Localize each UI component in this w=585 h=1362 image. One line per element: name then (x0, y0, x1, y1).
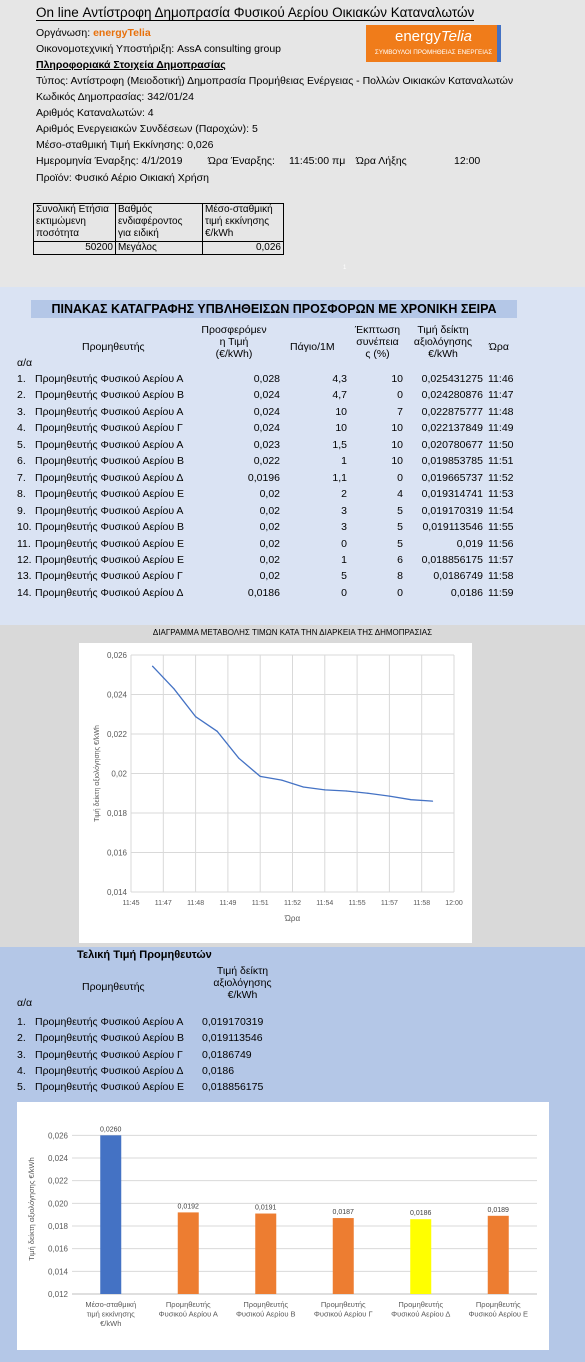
x-tick-label: 11:58 (413, 900, 431, 907)
row-discount: 0 (397, 471, 403, 484)
row-index: 0,019 (456, 537, 483, 550)
row-idx: 2. (17, 389, 26, 402)
row-time: 11:49 (488, 422, 514, 435)
x-tick-label: 11:57 (380, 900, 398, 907)
bids-section (0, 287, 585, 625)
col-header-discount: Έκπτωση συνέπεια ς (%) (354, 324, 401, 360)
line-chart-section (0, 625, 585, 947)
category-label: Προμηθευτής (475, 1300, 521, 1309)
row-index: 0,020780677 (421, 438, 483, 451)
data-point (238, 757, 239, 758)
row-price: 0,024 (253, 405, 280, 418)
col-header-time: Ώρα (489, 341, 509, 353)
row-index: 0,018856175 (421, 553, 483, 566)
row-supplier: Προμηθευτής Φυσικού Αερίου Β (35, 455, 184, 468)
row-price: 0,02 (259, 537, 280, 550)
date-line: Ημερομηνία Έναρξης: 4/1/2019 Ώρα Έναρξης: 11:45:00 πμ Ώρα Λήξης 12:00 (36, 155, 481, 167)
row-price: 0,024 (253, 389, 280, 402)
data-point (217, 731, 218, 732)
page-title: On line Αντίστροφη Δημοπρασία Φυσικού Αερίου Οικιακών Καταναλωτών (36, 5, 475, 20)
row-fee: 0 (341, 537, 347, 550)
row-idx: 13. (17, 570, 32, 583)
final-row-supplier: Προμηθευτής Φυσικού Αερίου Ε (35, 1081, 184, 1094)
organizer-name: energyTelia (93, 27, 151, 39)
data-point (303, 786, 304, 787)
bar-chart-svg (17, 1102, 549, 1350)
summary-value-interest: Μεγάλος (116, 242, 203, 255)
x-tick-label: 11:45 (122, 900, 140, 907)
row-time: 11:50 (488, 438, 514, 451)
row-idx: 11. (17, 537, 31, 550)
row-fee: 0 (341, 586, 347, 599)
row-price: 0,023 (253, 438, 280, 451)
y-tick-label: 0,018 (106, 809, 127, 818)
y-axis-label: Τιμή δείκτη αξιολόγησης €/kWh (94, 725, 101, 822)
row-supplier: Προμηθευτής Φυσικού Αερίου Γ (35, 570, 183, 583)
y-tick-label: 0,018 (47, 1222, 68, 1231)
row-idx: 8. (17, 488, 26, 501)
y-tick-label: 0,024 (106, 690, 127, 700)
row-fee: 10 (335, 405, 347, 418)
page-number: 1 (343, 265, 347, 271)
bar (410, 1219, 431, 1294)
x-tick-label: 11:54 (316, 900, 334, 907)
bar-chart (17, 1102, 549, 1350)
row-supplier: Προμηθευτής Φυσικού Αερίου Β (35, 389, 184, 402)
row-idx: 10. (17, 521, 32, 534)
row-discount: 5 (397, 504, 403, 517)
bar (333, 1218, 354, 1294)
row-index: 0,019170319 (421, 504, 483, 517)
row-discount: 5 (397, 537, 403, 550)
category-label: Προμηθευτής (243, 1300, 289, 1309)
row-index: 0,022137849 (421, 422, 483, 435)
row-idx: 3. (17, 405, 26, 418)
row-discount: 0 (397, 586, 403, 599)
col-header-idx: α/α (17, 357, 33, 369)
y-tick-label: 0,022 (106, 730, 127, 739)
final-row-index: 0,0186 (202, 1064, 235, 1077)
data-label: 0,0189 (487, 1206, 509, 1214)
line-chart-svg (79, 643, 472, 943)
row-time: 11:59 (488, 586, 514, 599)
support-line: Οικονομοτεχνική Υποστήριξη: AssA consulting group (36, 43, 282, 55)
row-supplier: Προμηθευτής Φυσικού Αερίου Α (35, 373, 184, 385)
row-time: 11:52 (488, 471, 514, 484)
row-time: 11:57 (488, 553, 514, 566)
auction-info-section (0, 0, 585, 287)
row-supplier: Προμηθευτής Φυσικού Αερίου Ε (35, 553, 184, 566)
x-tick-label: 11:49 (219, 900, 237, 907)
x-tick-label: 11:52 (284, 900, 301, 907)
bar (178, 1212, 199, 1294)
y-tick-label: 0,016 (47, 1244, 68, 1254)
category-label: Προμηθευτής (165, 1300, 211, 1309)
final-row-idx: 3. (17, 1048, 26, 1061)
col-header-index: Τιμή δείκτη αξιολόγησης €/kWh (413, 324, 473, 360)
summary-value-quantity: 50200 (34, 242, 116, 255)
data-point (260, 776, 261, 777)
row-supplier: Προμηθευτής Φυσικού Αερίου Δ (35, 471, 184, 484)
row-supplier: Προμηθευτής Φυσικού Αερίου Β (35, 521, 184, 534)
row-index: 0,019314741 (421, 488, 483, 501)
row-fee: 1 (341, 455, 347, 468)
data-point (173, 688, 174, 689)
final-row-idx: 1. (17, 1016, 26, 1028)
row-idx: 5. (17, 438, 26, 451)
row-supplier: Προμηθευτής Φυσικού Αερίου Δ (35, 586, 184, 599)
info-line: Αριθμός Καταναλωτών: 4 (36, 107, 154, 119)
col-header-price: Προσφερόμεν η Τιμή (€/kWh) (201, 324, 267, 360)
y-tick-label: 0,014 (47, 1267, 68, 1277)
row-fee: 3 (341, 504, 347, 517)
y-tick-label: 0,020 (47, 1199, 68, 1209)
row-idx: 7. (17, 471, 26, 484)
x-tick-label: 11:48 (187, 900, 205, 907)
logo-accent-bar (497, 25, 501, 62)
row-supplier: Προμηθευτής Φυσικού Αερίου Γ (35, 422, 183, 435)
final-header-index: Τιμή δείκτη αξιολόγησης €/kWh (213, 965, 272, 1001)
row-fee: 4,7 (332, 389, 347, 402)
row-index: 0,019665737 (421, 471, 483, 484)
row-price: 0,02 (259, 553, 280, 566)
bids-table-title: ΠΙΝΑΚΑΣ ΚΑΤΑΓΡΑΦΗΣ ΥΠΒΛΗΘΕΙΣΩΝ ΠΡΟΣΦΟΡΩΝ ΜΕ ΧΡΟΝΙΚΗ ΣΕΙΡΑ (31, 300, 517, 318)
category-label: Φυσικού Αερίου Α (158, 1309, 218, 1319)
row-supplier: Προμηθευτής Φυσικού Αερίου Ε (35, 537, 184, 550)
row-supplier: Προμηθευτής Φυσικού Αερίου Α (35, 438, 184, 451)
line-chart-title: ΔΙΑΓΡΑΜΜΑ ΜΕΤΑΒΟΛΗΣ ΤΙΜΩΝ ΚΑΤΑ ΤΗΝ ΔΙΑΡΚΕΙΑ ΤΗΣ ΔΗΜΟΠΡΑΣΙΑΣ (152, 628, 433, 637)
info-line: Τύπος: Αντίστροφη (Μειοδοτική) Δημοπρασία Προμήθειας Ενέργειας - Πολλών Οικιακών Καταναλωτών (36, 75, 514, 87)
row-discount: 0 (397, 389, 403, 402)
col-header-supplier: Προμηθευτής (82, 341, 145, 353)
y-tick-label: 0,026 (47, 1131, 68, 1141)
row-fee: 1,1 (332, 471, 347, 484)
final-row-idx: 2. (17, 1032, 26, 1045)
final-section (0, 947, 585, 1362)
final-row-index: 0,018856175 (202, 1081, 264, 1094)
energytelia-logo: energyTelia ΣΥΜΒΟΥΛΟΙ ΠΡΟΜΗΘΕΙΑΣ ΕΝΕΡΓΕΙΑΣ (366, 25, 501, 62)
line-chart (79, 643, 472, 943)
final-header-idx: α/α (17, 997, 33, 1009)
row-price: 0,0196 (247, 471, 280, 484)
row-time: 11:51 (488, 455, 514, 468)
data-label: 0,0187 (332, 1209, 354, 1217)
row-price: 0,02 (259, 521, 280, 534)
x-tick-label: 11:55 (348, 900, 366, 907)
row-discount: 4 (397, 488, 403, 501)
row-index: 0,019113546 (422, 521, 483, 534)
row-index: 0,024280876 (421, 389, 483, 402)
row-discount: 7 (397, 405, 403, 418)
summary-header-interest: Βαθμός ενδιαφέροντος για ειδική (116, 204, 203, 242)
category-label: €/kWh (100, 1319, 122, 1328)
x-axis-label: Ώρα (284, 914, 301, 923)
row-time: 11:55 (488, 521, 514, 534)
info-line: Κωδικός Δημοπρασίας: 342/01/24 (36, 91, 194, 103)
data-label: 0,0191 (255, 1204, 277, 1212)
row-index: 0,025431275 (421, 373, 483, 385)
data-label: 0,0186 (410, 1210, 432, 1218)
final-row-supplier: Προμηθευτής Φυσικού Αερίου Δ (35, 1064, 184, 1077)
x-tick-label: 11:51 (251, 900, 269, 907)
row-price: 0,022 (253, 455, 280, 468)
row-discount: 10 (391, 438, 403, 451)
data-point (389, 795, 390, 796)
row-time: 11:47 (488, 389, 514, 402)
row-idx: 1. (17, 373, 26, 385)
row-idx: 9. (17, 504, 26, 517)
row-fee: 10 (335, 422, 347, 435)
data-point (346, 790, 347, 791)
row-fee: 1,5 (332, 438, 347, 451)
y-tick-label: 0,014 (106, 888, 127, 897)
y-tick-label: 0,016 (106, 848, 127, 858)
bar (488, 1216, 509, 1294)
category-label: Φυσικού Αερίου Ε (468, 1309, 529, 1319)
final-row-supplier: Προμηθευτής Φυσικού Αερίου Β (35, 1032, 184, 1045)
summary-header-quantity: Συνολική Ετήσια εκτιμώμενη ποσότητα (34, 204, 116, 242)
row-time: 11:46 (488, 373, 514, 385)
data-point (281, 780, 282, 781)
product-line: Προϊόν: Φυσικό Αέριο Οικιακή Χρήση (36, 172, 209, 184)
row-discount: 10 (391, 373, 403, 385)
final-row-supplier: Προμηθευτής Φυσικού Αερίου Γ (35, 1048, 183, 1061)
row-idx: 12. (17, 553, 32, 566)
category-label: Προμηθευτής (398, 1300, 444, 1309)
row-fee: 4,3 (332, 373, 347, 385)
row-idx: 6. (17, 455, 26, 468)
summary-value-start-price: 0,026 (203, 242, 284, 255)
row-discount: 8 (397, 570, 403, 583)
row-price: 0,02 (259, 488, 280, 501)
category-label: Φυσικού Αερίου Γ (313, 1309, 373, 1319)
final-row-index: 0,0186749 (202, 1048, 252, 1061)
row-price: 0,024 (253, 422, 280, 435)
row-supplier: Προμηθευτής Φυσικού Αερίου Ε (35, 488, 184, 501)
row-time: 11:53 (488, 488, 514, 501)
y-tick-label: 0,026 (106, 651, 127, 660)
final-row-idx: 4. (17, 1064, 26, 1077)
data-point (367, 793, 368, 794)
row-index: 0,0186749 (433, 570, 483, 583)
row-discount: 10 (391, 455, 403, 468)
final-title: Τελική Τιμή Προμηθευτών (77, 949, 212, 961)
summary-table (33, 203, 284, 255)
data-label: 0,0192 (177, 1203, 199, 1211)
bar (100, 1135, 121, 1294)
row-discount: 10 (391, 422, 403, 435)
data-point (324, 789, 325, 790)
row-fee: 1 (341, 553, 347, 566)
final-row-supplier: Προμηθευτής Φυσικού Αερίου Α (35, 1016, 184, 1028)
category-label: Φυσικού Αερίου Δ (391, 1309, 451, 1319)
bar (255, 1214, 276, 1294)
y-tick-label: 0,022 (47, 1176, 68, 1186)
x-tick-label: 12:00 (445, 900, 463, 907)
col-header-fee: Πάγιο/1Μ (290, 341, 335, 353)
row-time: 11:48 (488, 405, 514, 418)
summary-header-start-price: Μέσο-σταθμική τιμή εκκίνησης €/kWh (203, 204, 284, 242)
row-fee: 5 (341, 570, 347, 583)
row-fee: 3 (341, 521, 347, 534)
info-line: Μέσο-σταθμική Τιμή Εκκίνησης: 0,026 (36, 139, 214, 151)
final-row-idx: 5. (17, 1081, 26, 1094)
data-point (195, 716, 196, 717)
info-heading: Πληροφοριακά Στοιχεία Δημοπρασίας (36, 59, 226, 71)
category-label: Φυσικού Αερίου Β (235, 1309, 296, 1319)
final-row-index: 0,019113546 (202, 1032, 263, 1045)
row-index: 0,0186 (450, 586, 483, 599)
row-index: 0,019853785 (421, 455, 483, 468)
category-label: τιμή εκκίνησης (86, 1309, 135, 1319)
row-discount: 5 (397, 521, 403, 534)
info-line: Αριθμός Ενεργειακών Συνδέσεων (Παροχών): 5 (36, 123, 258, 135)
final-header-supplier: Προμηθευτής (82, 981, 145, 993)
data-point (152, 666, 153, 667)
row-time: 11:56 (488, 537, 514, 550)
final-row-index: 0,019170319 (202, 1016, 264, 1028)
row-discount: 6 (397, 553, 403, 566)
y-tick-label: 0,012 (47, 1290, 68, 1299)
row-time: 11:54 (488, 504, 514, 517)
y-axis-label: Τιμή δείκτη αξιολόγησης €/kWh (27, 1157, 36, 1261)
row-fee: 2 (341, 488, 347, 501)
data-point (410, 799, 411, 800)
row-price: 0,0186 (247, 586, 280, 599)
category-label: Προμηθευτής (320, 1300, 366, 1309)
y-tick-label: 0,024 (47, 1154, 68, 1163)
row-idx: 14. (17, 586, 32, 599)
data-label: 0,0260 (100, 1126, 122, 1134)
row-idx: 4. (17, 422, 26, 435)
row-supplier: Προμηθευτής Φυσικού Αερίου Α (35, 504, 184, 517)
row-price: 0,02 (259, 570, 280, 583)
category-label: Μέσο-σταθμική (85, 1300, 137, 1309)
x-tick-label: 11:47 (154, 900, 172, 907)
row-supplier: Προμηθευτής Φυσικού Αερίου Α (35, 405, 184, 418)
row-time: 11:58 (488, 570, 514, 583)
y-tick-label: 0,02 (111, 769, 127, 779)
data-point (432, 801, 433, 802)
row-index: 0,022875777 (421, 405, 483, 418)
organizer-line: Οργάνωση: energyTelia (36, 27, 151, 39)
row-price: 0,02 (259, 504, 280, 517)
row-price: 0,028 (253, 373, 280, 385)
